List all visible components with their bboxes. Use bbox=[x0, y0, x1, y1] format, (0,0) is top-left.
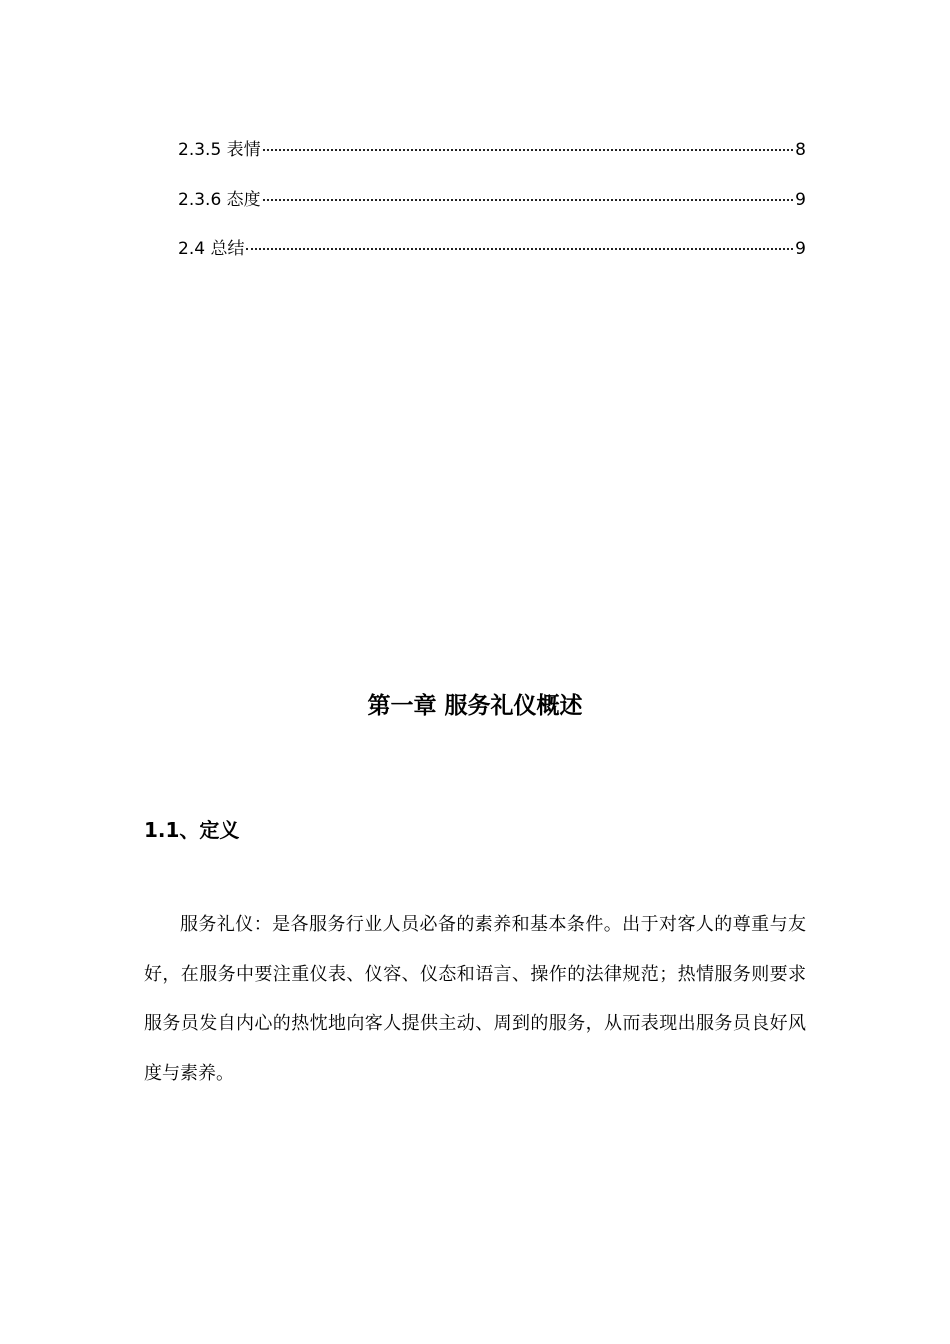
toc-entry[interactable] bbox=[178, 136, 806, 186]
toc-dot-leader bbox=[263, 149, 794, 151]
toc-entry-label: 2.3.6 态度 bbox=[178, 189, 261, 210]
toc-dot-leader bbox=[263, 199, 794, 201]
toc-entry-page: 9 bbox=[795, 239, 806, 259]
toc-dot-leader bbox=[246, 248, 793, 250]
section-heading: 1.1、定义 bbox=[144, 818, 240, 842]
toc-entry-label: 2.3.5 表情 bbox=[178, 140, 261, 160]
toc-entry-label: 2.4 总结 bbox=[178, 239, 245, 259]
toc-entry-page: 9 bbox=[795, 189, 806, 210]
toc-entry[interactable] bbox=[178, 186, 806, 236]
body-paragraph: 服务礼仪：是各服务行业人员必备的素养和基本条件。出于对客人的尊重与友好，在服务中要注重仪表、仪容、仪态和语言、操作的法律规范；热情服务则要求服务员发自内心的热忱地向客人提供主动、周到的服务，从而表现出服务员良好风度与素养。 bbox=[144, 914, 806, 1084]
toc-entry[interactable] bbox=[178, 235, 806, 285]
table-of-contents bbox=[178, 136, 806, 285]
chapter-title: 第一章 服务礼仪概述 bbox=[367, 693, 583, 719]
toc-entry-page: 8 bbox=[795, 140, 806, 160]
